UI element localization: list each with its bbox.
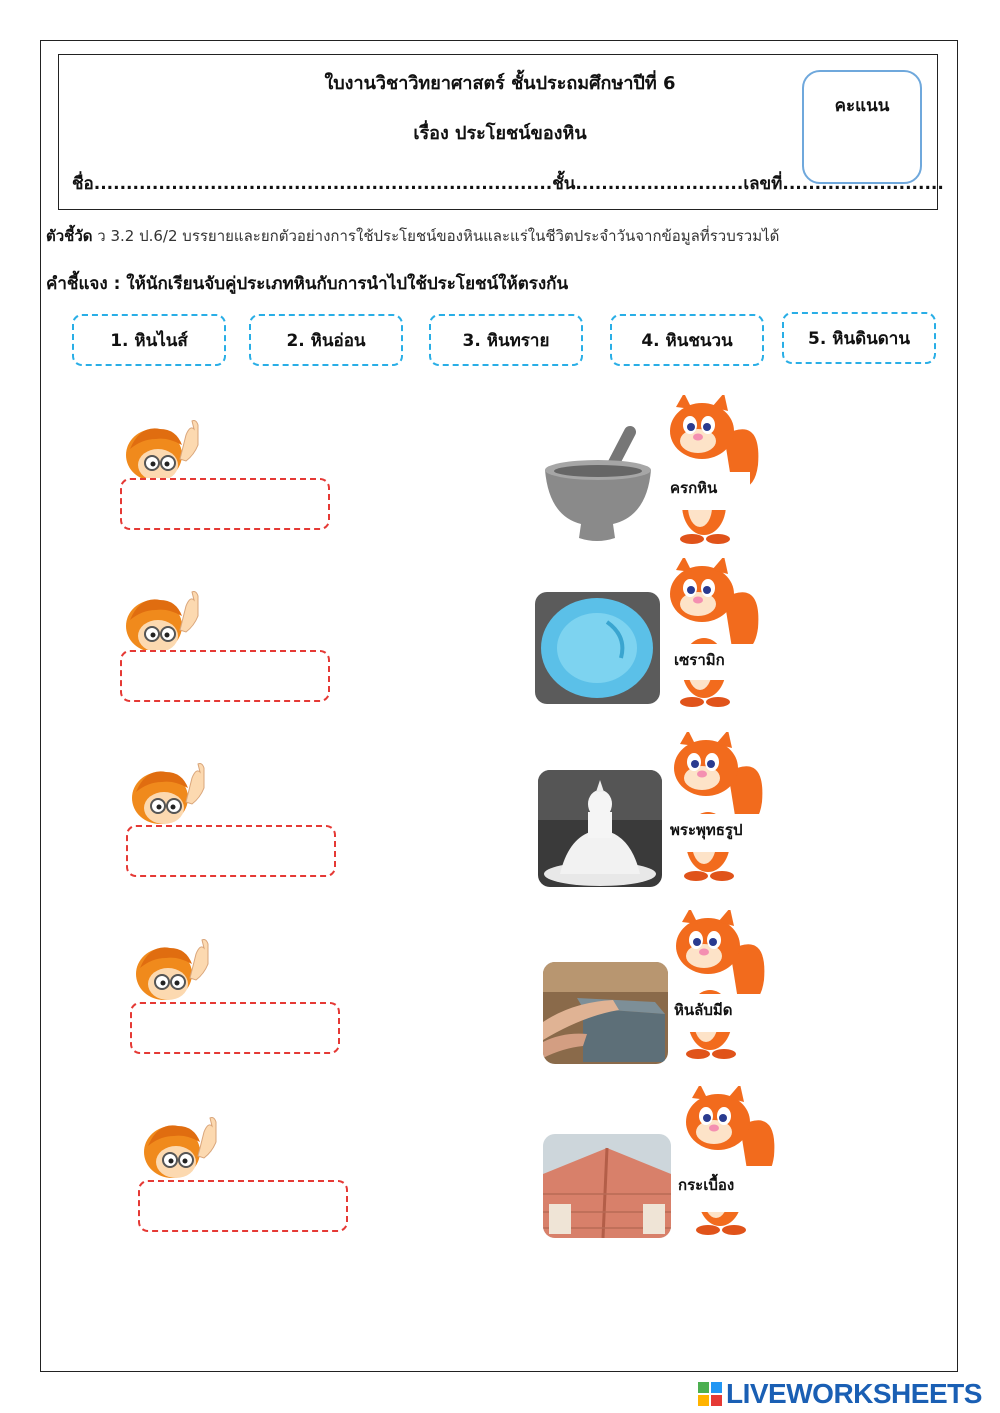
instruction-line: คำชี้แจง : ให้นักเรียนจับคู่ประเภทหินกับการนำไปใช้ประโยชน์ให้ตรงกัน xyxy=(46,274,569,294)
answer-box-1[interactable] xyxy=(120,478,330,530)
squirrel-icon xyxy=(666,732,766,882)
squirrel-icon xyxy=(678,1086,778,1236)
liveworksheets-brand: LIVEWORKSHEETS xyxy=(726,1378,982,1409)
boy-waving-icon xyxy=(120,586,200,656)
boy-waving-icon xyxy=(130,934,210,1004)
buddha-statue-image xyxy=(538,770,662,887)
use-label-4: หินลับมีด xyxy=(668,994,760,1032)
boy-waving-icon xyxy=(126,758,206,828)
use-label-2: เซรามิก xyxy=(668,644,756,680)
indicator-line xyxy=(46,224,779,248)
rock-option-4[interactable]: 4. หินชนวน xyxy=(610,314,764,366)
name-class-number-line: ชื่อ.......................................................................ชั้น..........................เลขที่......................... xyxy=(72,174,944,194)
indicator-label: ตัวชี้วัด xyxy=(46,227,93,245)
indicator-text: ว 3.2 ป.6/2 บรรยายและยกตัวอย่างการใช้ประโยชน์ของหินและแร่ในชีวิตประจำวันจากข้อมูลที่รวบรวมได้ xyxy=(92,227,780,245)
score-box xyxy=(802,70,922,184)
worksheet-title: ใบงานวิชาวิทยาศาสตร์ ชั้นประถมศึกษาปีที่ 6 xyxy=(324,73,676,94)
rock-option-3[interactable]: 3. หินทราย xyxy=(429,314,583,366)
liveworksheets-logo-icon xyxy=(698,1382,722,1406)
roof-tiles-image xyxy=(543,1134,671,1238)
worksheet-subtitle: เรื่อง ประโยชน์ของหิน xyxy=(413,123,587,144)
squirrel-icon xyxy=(662,395,762,545)
boy-waving-icon xyxy=(120,415,200,485)
use-label-5: กระเบื้อง xyxy=(672,1166,776,1212)
score-label: คะแนน xyxy=(834,96,890,116)
answer-box-5[interactable] xyxy=(138,1180,348,1232)
use-label-1: ครกหิน xyxy=(664,472,750,510)
use-label-3: พระพุทธรูป xyxy=(664,814,762,852)
ceramic-plate-image xyxy=(535,592,660,704)
rock-option-1[interactable]: 1. หินไนส์ xyxy=(72,314,226,366)
answer-box-4[interactable] xyxy=(130,1002,340,1054)
rock-option-5[interactable]: 5. หินดินดาน xyxy=(782,312,936,364)
answer-box-3[interactable] xyxy=(126,825,336,877)
mortar-pestle-image xyxy=(535,420,660,550)
answer-box-2[interactable] xyxy=(120,650,330,702)
liveworksheets-logo xyxy=(698,1378,982,1410)
boy-waving-icon xyxy=(138,1112,218,1182)
squirrel-icon xyxy=(668,910,768,1060)
sharpening-stone-image xyxy=(543,962,668,1064)
squirrel-icon xyxy=(662,558,762,708)
rock-option-2[interactable]: 2. หินอ่อน xyxy=(249,314,403,366)
